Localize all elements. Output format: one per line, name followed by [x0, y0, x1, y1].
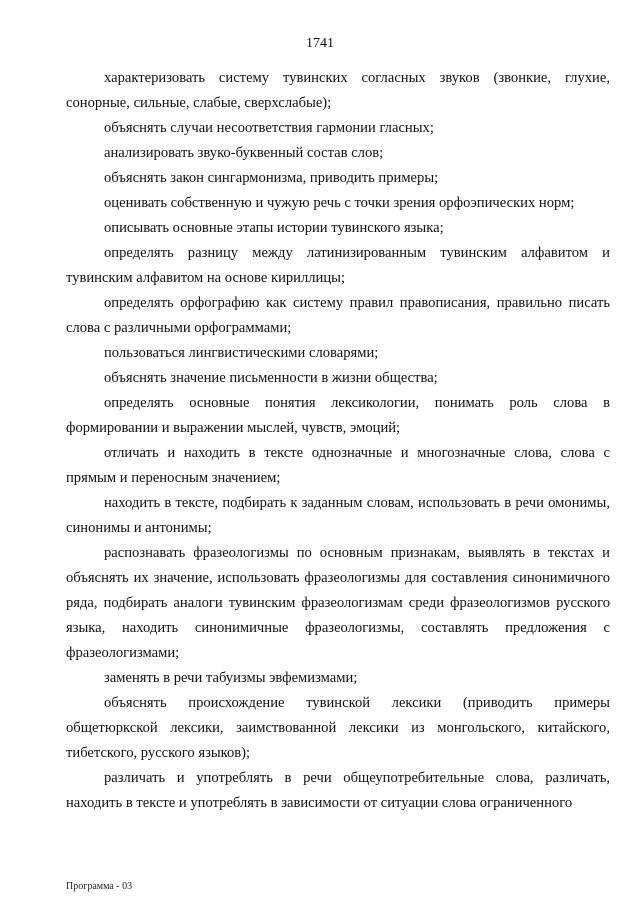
paragraph-7: определять разницу между латинизированным тувинским алфавитом и тувинским алфавитом на основе кириллицы;: [66, 245, 610, 286]
paragraph-8: определять орфографию как систему правил правописания, правильно писать слова с различными орфограммами;: [66, 295, 610, 336]
paragraph-15: заменять в речи табуизмы эвфемизмами;: [104, 670, 358, 686]
page-number: 1741: [306, 36, 334, 51]
paragraph-6: описывать основные этапы истории тувинского языка;: [104, 220, 444, 236]
document-body: [66, 66, 610, 816]
paragraph-5: оценивать собственную и чужую речь с точки зрения орфоэпических норм;: [104, 195, 575, 211]
paragraph-1: характеризовать систему тувинских согласных звуков (звонкие, глухие, сонорные, сильные, слабые, сверхслабые);: [66, 70, 610, 111]
footer-label: Программа - 03: [66, 881, 133, 892]
paragraph-16: объяснять происхождение тувинской лексики (приводить примеры общетюркской лексики, заимствованной лексики из монгольского, китайского, тибетского, русского языков);: [66, 695, 610, 761]
paragraph-11: определять основные понятия лексикологии, понимать роль слова в формировании и выражении мыслей, чувств, эмоций;: [66, 395, 610, 436]
paragraph-13: находить в тексте, подбирать к заданным словам, использовать в речи омонимы, синонимы и антонимы;: [66, 495, 610, 536]
paragraph-10: объяснять значение письменности в жизни общества;: [104, 370, 438, 386]
paragraph-12: отличать и находить в тексте однозначные и многозначные слова, слова с прямым и переносным значением;: [66, 445, 610, 486]
paragraph-4: объяснять закон сингармонизма, приводить примеры;: [104, 170, 439, 186]
paragraph-9: пользоваться лингвистическими словарями;: [104, 345, 379, 361]
paragraph-2: объяснять случаи несоответствия гармонии гласных;: [104, 120, 434, 136]
paragraph-17: различать и употреблять в речи общеупотребительные слова, различать, находить в тексте и употреблять в зависимости от ситуации слова ограниченного: [66, 770, 610, 811]
paragraph-3: анализировать звуко-буквенный состав слов;: [104, 145, 384, 161]
paragraph-14: распознавать фразеологизмы по основным признакам, выявлять в текстах и объяснять их значение, использовать фразеологизмы для составления синонимичного ряда, подбирать аналоги тувинским фразеологизмам среди фразеологизмов русского языка, находить синонимичные фразеологизмы, составлять предложения с фразеологизмами;: [66, 545, 610, 661]
